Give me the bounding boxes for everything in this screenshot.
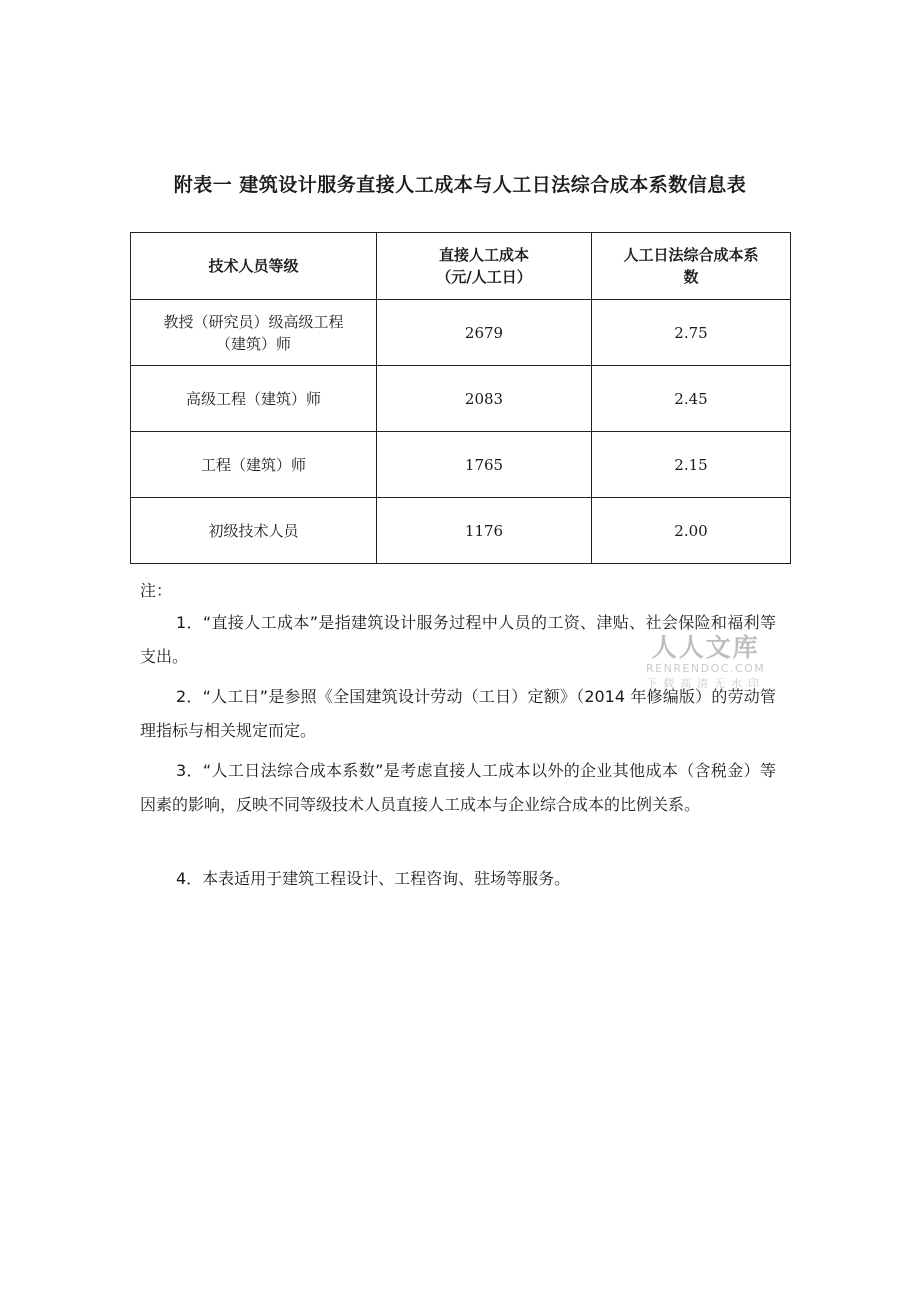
header-coef-line2: 数 xyxy=(683,268,699,286)
header-cost-line2: （元/人工日） xyxy=(436,268,532,286)
cost-cell: 1765 xyxy=(377,432,592,498)
note-item-2: 2．“人工日”是参照《全国建筑设计劳动（工日）定额》（2014 年修编版）的劳动管理指标与相关规定而定。 xyxy=(140,687,776,740)
header-coef xyxy=(592,233,791,300)
note-item-4: 4．本表适用于建筑工程设计、工程咨询、驻场等服务。 xyxy=(176,869,571,888)
watermark-cn: 人人文库 xyxy=(651,633,760,662)
watermark-sub: 下载高清无水印 xyxy=(646,677,766,690)
watermark-en: RENRENDOC.COM xyxy=(646,662,766,675)
notes-heading: 注： xyxy=(140,581,173,600)
level-cell: 高级工程（建筑）师 xyxy=(131,366,377,432)
table-row xyxy=(131,432,791,498)
header-level: 技术人员等级 xyxy=(131,233,377,300)
note-item-1: 1．“直接人工成本”是指建筑设计服务过程中人员的工资、津贴、社会保险和福利等支出。 xyxy=(140,613,776,666)
level-cell: 工程（建筑）师 xyxy=(131,432,377,498)
table-header-row xyxy=(131,233,791,300)
level-cell: 初级技术人员 xyxy=(131,498,377,564)
level-cell xyxy=(131,300,377,366)
coef-cell: 2.45 xyxy=(592,366,791,432)
page-title: 附表一 建筑设计服务直接人工成本与人工日法综合成本系数信息表 xyxy=(173,174,747,196)
cost-cell: 1176 xyxy=(377,498,592,564)
coef-cell: 2.00 xyxy=(592,498,791,564)
header-coef-line1: 人工日法综合成本系 xyxy=(623,246,759,264)
coef-cell: 2.15 xyxy=(592,432,791,498)
watermark-logo xyxy=(646,628,765,691)
coef-cell: 2.75 xyxy=(592,300,791,366)
cost-cell: 2083 xyxy=(377,366,592,432)
header-cost-line1: 直接人工成本 xyxy=(438,246,529,264)
note-item-3: 3．“人工日法综合成本系数”是考虑直接人工成本以外的企业其他成本（含税金）等因素的影响，反映不同等级技术人员直接人工成本与企业综合成本的比例关系。 xyxy=(140,761,776,814)
level-line2: （建筑）师 xyxy=(215,334,291,353)
level-line1: 教授（研究员）级高级工程 xyxy=(163,312,344,331)
cost-cell: 2679 xyxy=(377,300,592,366)
table-row xyxy=(131,300,791,366)
header-cost xyxy=(377,233,592,300)
cost-table xyxy=(130,232,791,564)
table-row xyxy=(131,366,791,432)
table-row xyxy=(131,498,791,564)
